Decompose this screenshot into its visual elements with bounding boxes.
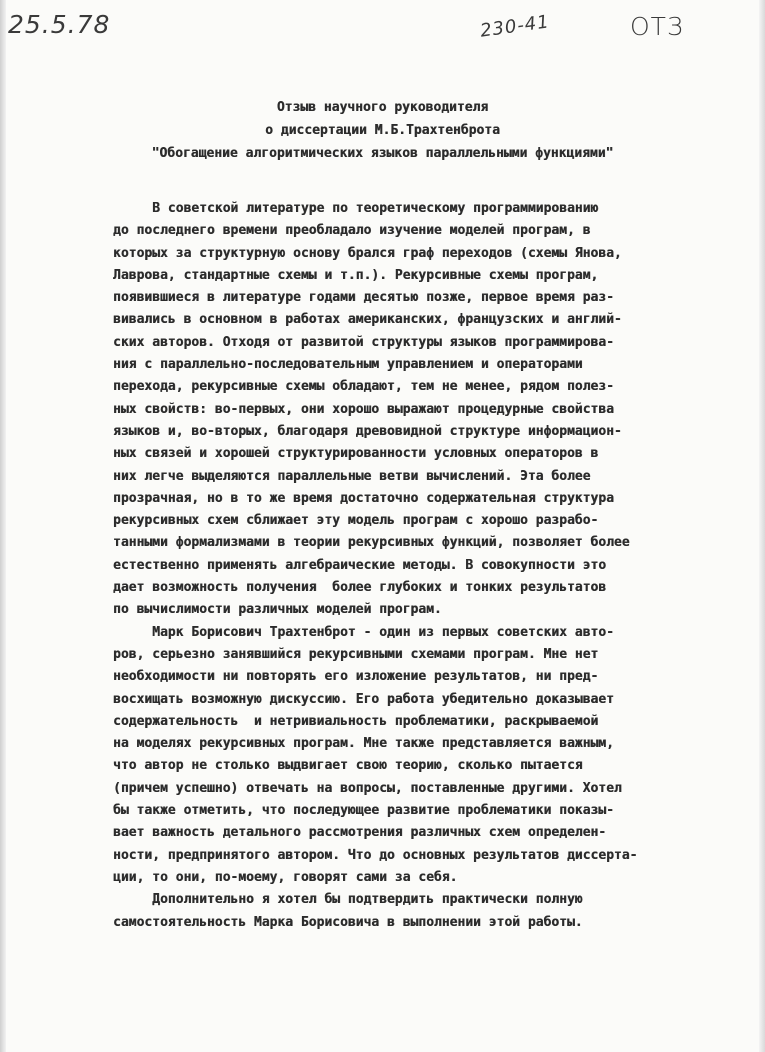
body-line: на моделях рекурсивных програм. Мне также представляется важным, xyxy=(113,736,614,752)
body-line: вает важность детального рассмотрения различных схем определен- xyxy=(113,825,607,841)
body-line: (причем успешно) отвечать на вопросы, поставленные другими. Хотел xyxy=(113,780,622,796)
body-line: бы также отметить, что последующее развитие проблематики показы- xyxy=(113,803,614,819)
body-line: дает возможность получения более глубоких и тонких результатов xyxy=(113,580,607,596)
body-line: Марк Борисович Трахтенброт - один из первых советских авто- xyxy=(113,624,614,640)
title-line: Отзыв научного руководителя xyxy=(276,100,489,115)
body-line: ров, серьезно занявшийся рекурсивными схемами програм. Мне нет xyxy=(113,646,599,662)
body-line: появившиеся в литературе годами десятью позже, первое время раз- xyxy=(113,290,614,306)
body-line: Лаврова, стандартные схемы и т.п.). Рекурсивные схемы програм, xyxy=(113,267,599,283)
body-line: ных свойств: во-первых, они хорошо выражают процедурные свойства xyxy=(113,401,614,417)
body-line: содержательность и нетривиальность проблематики, раскрываемой xyxy=(113,713,599,729)
body-line: по вычислимости различных моделей програм. xyxy=(113,602,442,618)
body-line: до последнего времени преобладало изучение моделей програм, в xyxy=(113,223,591,239)
title-line: "Обогащение алгоритмических языков параллельными функциями" xyxy=(151,146,614,161)
handwritten-reference-number: 230-41 xyxy=(478,11,551,42)
body-line: прозрачная, но в то же время достаточно содержательная структура xyxy=(113,490,614,506)
body-line: Дополнительно я хотел бы подтвердить практически полную xyxy=(113,892,583,908)
body-line: ности, предпринятого автором. Что до основных результатов диссерта- xyxy=(113,847,638,863)
document-body xyxy=(113,198,733,934)
body-line: них легче выделяются параллельные ветви вычислений. Эта более xyxy=(113,468,591,484)
body-line: ных связей и хорошей структурированности условных операторов в xyxy=(113,446,599,462)
body-line: естественно применять алгебраические методы. В совокупности это xyxy=(113,557,607,573)
body-line: необходимости ни повторять его изложение результатов, ни пред- xyxy=(113,669,599,685)
body-line: ния с параллельно-последовательным управлением и операторами xyxy=(113,357,583,373)
body-line: которых за структурную основу брался граф переходов (схемы Янова, xyxy=(113,245,622,261)
body-line: ских авторов. Отходя от развитой структуры языков программирова- xyxy=(113,334,614,350)
body-line: ции, то они, по-моему, говорят сами за себя. xyxy=(113,869,458,885)
document-title xyxy=(0,96,765,165)
body-line: восхищать возможную дискуссию. Его работа убедительно доказывает xyxy=(113,691,614,707)
body-line: вивались в основном в работах американских, французских и англий- xyxy=(113,312,622,328)
body-line: перехода, рекурсивные схемы обладают, тем не менее, рядом полез- xyxy=(113,379,614,395)
title-line: о диссертации М.Б.Трахтенброта xyxy=(265,123,500,138)
body-line: танными формализмами в теории рекурсивных функций, позволяет более xyxy=(113,535,630,551)
body-line: рекурсивных схем сближает эту модель програм с хорошо разрабо- xyxy=(113,513,599,529)
handwritten-date: 25.5.78 xyxy=(8,10,111,39)
body-line: самостоятельность Марка Борисовича в выполнении этой работы. xyxy=(113,914,583,930)
body-line: языков и, во-вторых, благодаря древовидной структуре информацион- xyxy=(113,423,622,439)
body-line: В советской литературе по теоретическому программированию xyxy=(113,201,599,216)
handwritten-code: ОТЗ xyxy=(630,12,684,41)
body-line: что автор не столько выдвигает свою теорию, сколько пытается xyxy=(113,758,583,774)
